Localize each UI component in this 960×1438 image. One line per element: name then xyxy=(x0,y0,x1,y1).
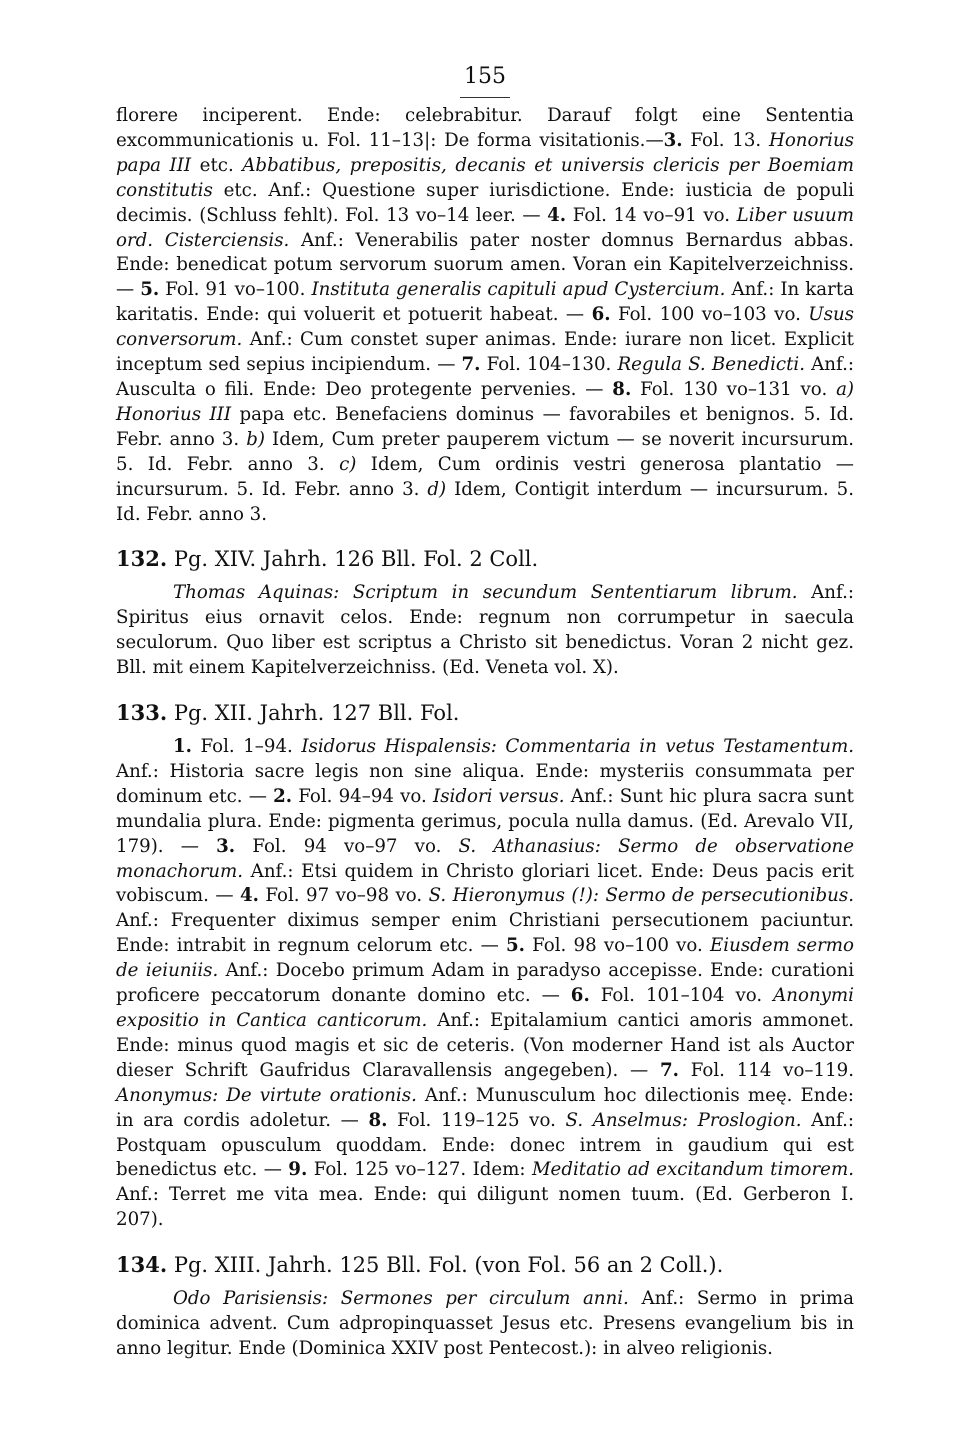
entry-132 xyxy=(116,545,854,681)
item-number: 4. xyxy=(547,204,567,226)
entry-description: Pg. XII. Jahrh. 127 Bll. Fol. xyxy=(167,701,460,726)
item-number: 7. xyxy=(461,354,481,376)
italic-title: Anonymi expositio in Cantica canticorum. xyxy=(116,985,854,1031)
italic-title: Odo Parisiensis: Sermones per circulum anni. xyxy=(173,1288,629,1310)
item-number: 3. xyxy=(663,129,683,151)
text-run: Anf.: Docebo primum Adam in paradyso accepisse. Ende: curationi proficere peccatorum donante domino etc. — xyxy=(116,960,855,1007)
entry-number: 134. xyxy=(116,1252,168,1278)
text-run: Fol. 94 vo–97 vo. xyxy=(235,835,459,857)
italic-title: Honorius papa III xyxy=(116,129,854,176)
entry-body xyxy=(116,735,854,1233)
italic-title: Regula S. Benedicti. xyxy=(617,354,805,376)
item-number: 1. xyxy=(173,736,192,758)
text-run: Anf.: Spiritus eius ornavit celos. Ende: regnum non corrumpetur in saecula seculorum. Quo liber est scriptus a Christo sit benedictus. Voran 2 nicht gez. Bll. mit einem Kapitelverzeichniss. (Ed. Veneta vol. X). xyxy=(116,582,855,679)
text-run: Idem, Contigit interdum — incursurum. 5. Id. Febr. anno 3. xyxy=(116,478,854,525)
text-run: Anf.: Sermo in prima dominica advent. Cum adpropinquasset Jesus etc. Presens evangelium bis in anno legitur. Ende (Dominica XXIV post Pentecost.): in alveo religionis. xyxy=(116,1288,854,1359)
text-run: Fol. 114 vo–119. xyxy=(678,1059,854,1081)
text-run: Fol. 1–94. xyxy=(192,736,302,758)
item-number: 5. xyxy=(140,279,160,301)
text-run: Fol. 14 vo–91 vo. xyxy=(566,204,737,226)
text-run: Fol. 91 vo–100. xyxy=(159,279,312,301)
italic-title: Abbatibus, prepositis, decanis et universis clericis per Boemiam constitutis xyxy=(116,154,855,201)
text-run: Anf.: Terret me vita mea. Ende: qui diligunt nomen tuum. (Ed. Gerberon I. 207). xyxy=(116,1184,854,1231)
entry-description: Pg. XIV. Jahrh. 126 Bll. Fol. 2 Coll. xyxy=(167,547,539,572)
item-number: 7. xyxy=(659,1059,679,1081)
entry-number: 133. xyxy=(116,700,168,726)
page-header xyxy=(116,62,854,104)
italic-title: c) xyxy=(339,453,357,475)
text-run: Fol. 130 vo–131 vo. xyxy=(631,378,837,400)
entry-description: Pg. XIII. Jahrh. 125 Bll. Fol. (von Fol. 56 an 2 Coll.). xyxy=(167,1253,724,1278)
entry-heading xyxy=(116,699,854,727)
italic-title: Thomas Aquinas: Scriptum in secundum Sententiarum librum. xyxy=(173,582,798,604)
text-run: Anf.: Cum constet super animas. Ende: iurare non licet. Explicit inceptum sed sepius incipiendum. — xyxy=(116,329,854,376)
text-run: Fol. 104–130. xyxy=(480,354,618,376)
text-run: Anf.: Munusculum hoc dilectionis meę. Ende: in ara cordis adoletur. — xyxy=(116,1084,854,1131)
document-page xyxy=(116,62,854,1362)
italic-title: S. Hieronymus (!): Sermo de persecutionibus. xyxy=(428,885,854,907)
page-number: 155 xyxy=(460,62,510,98)
text-run: Anf.: In karta karitatis. Ende: qui voluerit et potuerit habeat. — xyxy=(116,279,854,326)
text-run: Fol. 101–104 vo. xyxy=(589,985,774,1007)
item-number: 2. xyxy=(273,785,293,807)
item-number: 6. xyxy=(570,985,590,1007)
italic-title: b) xyxy=(246,428,265,450)
text-run: Anf.: Frequenter diximus semper enim Christiani persecutionem paciuntur. Ende: intrabit in regnum celorum etc. — xyxy=(116,910,854,957)
text-run: Anf.: Epitalamium cantici amoris ammonet. Ende: minus quod magis et sic de ceteris. (Von moderner Hand ist als Auctor dieser Schrift Gaufridus Claravallensis angegeben). — xyxy=(116,1010,854,1081)
entry-heading xyxy=(116,545,854,573)
text-run: Anf.: Etsi quidem in Christo gloriari licet. Ende: Deus pacis erit vobiscum. — xyxy=(116,860,854,907)
italic-title: Anonymus: De virtute orationis. xyxy=(116,1084,417,1106)
italic-title: Meditatio ad excitandum timorem. xyxy=(531,1159,854,1181)
italic-title: a) Honorius III xyxy=(116,378,855,425)
text-run: etc. Anf.: Questione super iurisdictione. Ende: iusticia de populi decimis. (Schluss fehlt). Fol. 13 vo–14 leer. — xyxy=(116,179,854,226)
text-run: Idem, Cum ordinis vestri generosa plantatio — incursurum. 5. Id. Febr. anno 3. xyxy=(116,453,854,500)
entry-134 xyxy=(116,1251,854,1362)
continued-entry-text xyxy=(116,104,854,527)
item-number: 4. xyxy=(239,885,259,907)
text-run: Fol. 125 vo–127. Idem: xyxy=(307,1159,532,1181)
italic-title: S. Anselmus: Proslogion. xyxy=(565,1109,802,1131)
italic-title: Eiusdem sermo de ieiuniis. xyxy=(116,935,854,982)
item-number: 3. xyxy=(216,835,236,857)
text-run: florere inciperent. Ende: celebrabitur. Darauf folgt eine Sententia excommunicationis u. Fol. 11–13|: De forma visitationis.— xyxy=(116,105,854,151)
entry-133 xyxy=(116,699,854,1233)
text-run: Fol. 97 vo–98 vo. xyxy=(258,885,429,907)
italic-title: Isidorus Hispalensis: Commentaria in vetus Testamentum. xyxy=(301,736,855,758)
text-run: Fol. 98 vo–100 vo. xyxy=(524,935,711,957)
item-number: 8. xyxy=(612,378,632,400)
italic-title: Instituta generalis capituli apud Cystercium. xyxy=(311,279,726,301)
text-run: Fol. 94–94 vo. xyxy=(292,785,434,807)
item-number: 6. xyxy=(591,304,611,326)
italic-title: Usus conversorum. xyxy=(116,304,855,351)
entry-heading xyxy=(116,1251,854,1279)
text-run: Idem, Cum preter pauperem victum — se noverit incursurum. 5. Id. Febr. anno 3. xyxy=(116,428,854,475)
text-run: Anf.: Venerabilis pater noster domnus Bernardus abbas. Ende: benedicat potum servorum suorum amen. Voran ein Kapitelverzeichniss. — xyxy=(116,229,854,301)
text-run: Anf.: Ausculta o fili. Ende: Deo protegente pervenies. — xyxy=(116,354,854,400)
italic-title: S. Athanasius: Sermo de observatione monachorum. xyxy=(116,835,855,882)
italic-title: Liber usuum ord. Cisterciensis. xyxy=(116,204,854,251)
italic-title: d) xyxy=(427,478,447,500)
entry-body xyxy=(116,581,854,681)
text-run: Anf.: Historia sacre legis non sine aliqua. Ende: mysteriis consummata per dominum etc. — xyxy=(116,760,854,807)
text-run: papa etc. Benefaciens dominus — favorabiles et benignos. 5. Id. Febr. anno 3. xyxy=(116,403,854,450)
text-run: Fol. 100 vo–103 vo. xyxy=(610,304,809,326)
entry-body xyxy=(116,1287,854,1362)
item-number: 9. xyxy=(288,1159,308,1181)
text-run: Anf.: Sunt hic plura sacra sunt mundalia plura. Ende: pigmenta gerimus, pocula nulla damus. (Ed. Arevalo VII, 179). — xyxy=(116,785,854,857)
text-run: etc. xyxy=(191,154,243,176)
item-number: 8. xyxy=(368,1109,388,1131)
italic-title: Isidori versus. xyxy=(433,785,565,807)
text-run: Anf.: Postquam opusculum quoddam. Ende: donec intrem in gaudium qui est benedictus etc. — xyxy=(116,1109,854,1181)
text-run: Fol. 13. xyxy=(682,129,769,151)
text-run: Fol. 119–125 vo. xyxy=(387,1109,566,1131)
entry-number: 132. xyxy=(116,546,168,572)
item-number: 5. xyxy=(505,935,525,957)
